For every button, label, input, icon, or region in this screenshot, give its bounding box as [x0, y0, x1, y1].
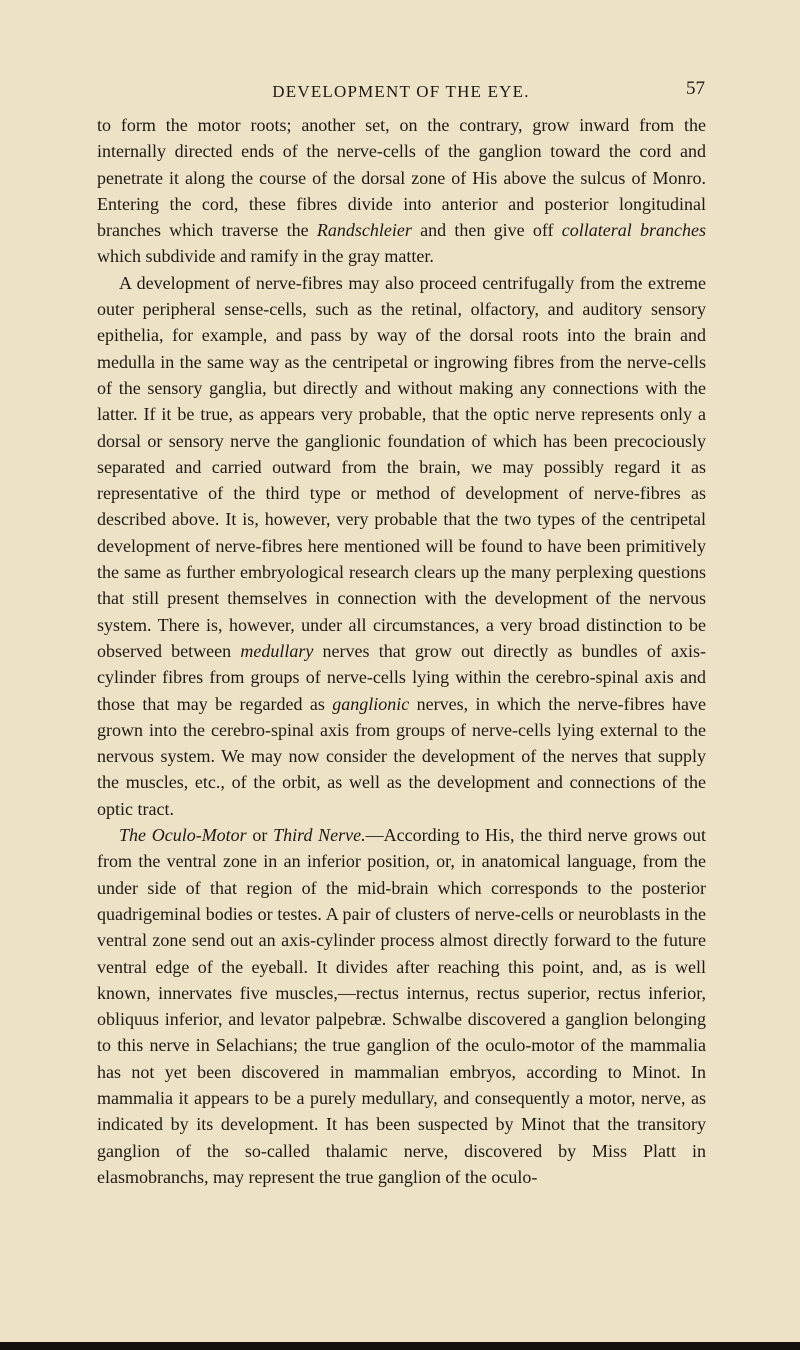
italic-term: medullary	[240, 640, 314, 661]
text-body	[97, 112, 706, 1190]
paragraph-3	[97, 822, 706, 1190]
italic-term: Third Nerve.	[273, 825, 366, 846]
italic-term: Randschleier	[316, 220, 412, 241]
text-run: and then give off	[411, 220, 562, 241]
page-number: 57	[686, 78, 705, 99]
text-run: nerves, in which the nerve-fibres have grown into the cerebro-spinal axis from groups of nerve-cells lying external to the nervous system. We may now consider the development of the nerves that supply the muscles, etc., of the orbit, as well as the development and connections of the optic tract.	[97, 693, 706, 819]
italic-term: ganglionic	[332, 693, 410, 714]
text-run: nerves that grow out directly as bundles of axis-cylinder fibres from groups of nerve-cells lying within the cerebro-spinal axis and those that may be regarded as	[97, 640, 706, 714]
running-title: DEVELOPMENT OF THE EYE.	[272, 82, 530, 101]
text-run: which subdivide and ramify in the gray matter.	[97, 246, 434, 267]
text-run: or	[246, 825, 274, 846]
italic-term: The Oculo-Motor	[119, 825, 247, 846]
running-head	[97, 78, 705, 108]
paragraph-2	[97, 270, 706, 822]
italic-term: collateral branches	[561, 220, 706, 241]
text-run: to form the motor roots; another set, on the contrary, grow inward from the internally directed ends of the nerve-cells of the ganglion toward the cord and penetrate it along the course of the dorsal zone of His above the sulcus of Monro. Entering the cord, these fibres divide into anterior and posterior longitudinal branches which traverse the	[97, 115, 706, 241]
text-run: —According to His, the third nerve grows out from the ventral zone in an inferior position, or, in anatomical language, from the under side of that region of the mid-brain which corresponds to the posterior quadrigeminal bodies or testes. A pair of clusters of nerve-cells or neuroblasts in the ventral zone send out an axis-cylinder process almost directly forward to the future ventral edge of the eyeball. It divides after reaching this point, and, as is well known, innervates five muscles,—rectus internus, rectus superior, rectus inferior, obliquus inferior, and levator palpebræ. Schwalbe discovered a ganglion belonging to this nerve in Selachians; the true ganglion of the oculo-motor of the mammalia has not yet been discovered in mammalian embryos, according to Minot. In mammalia it appears to be a purely medullary, and consequently a motor, nerve, as indicated by its development. It has been suspected by Minot that the transitory ganglion of the so-called thalamic nerve, discovered by Miss Platt in elasmobranchs, may represent the true ganglion of the oculo-	[97, 825, 707, 1187]
paragraph-1	[97, 112, 706, 270]
text-run: A development of nerve-fibres may also proceed centrifugally from the extreme outer peripheral sense-cells, such as the retinal, olfactory, and auditory sensory epithelia, for example, and pass by way of the dorsal roots into the brain and medulla in the same way as the centripetal or ingrowing fibres from the nerve-cells of the sensory ganglia, but directly and without making any connections with the latter. If it be true, as appears very probable, that the optic nerve represents only a dorsal or sensory nerve the ganglionic foundation of which has been precociously separated and carried outward from the brain, we may possibly regard it as representative of the third type or method of development of nerve-fibres as described above. It is, however, very probable that the two types of the centripetal development of nerve-fibres here mentioned will be found to have been primitively the same as further embryological research clears up the many perplexing questions that still present themselves in connection with the development of the nervous system. There is, however, under all circumstances, a very broad distinction to be observed between	[97, 272, 706, 661]
bottom-border	[0, 1342, 800, 1350]
